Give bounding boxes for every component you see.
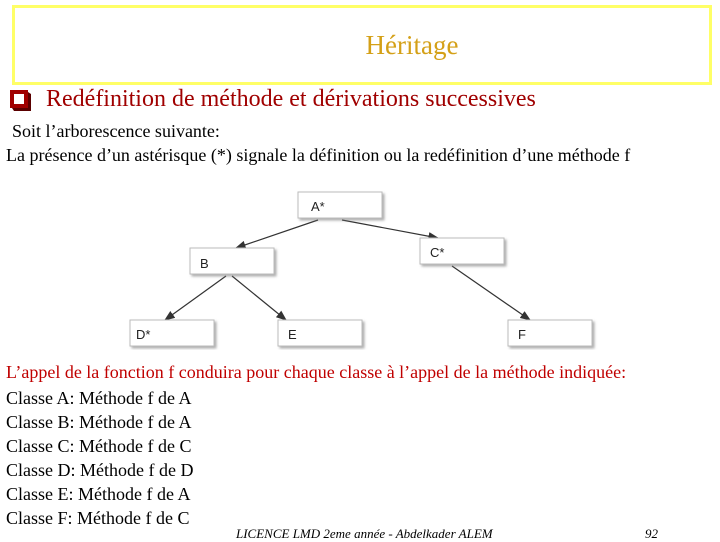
edge-b-d — [165, 276, 226, 320]
tree-node-c — [420, 238, 504, 264]
edge-b-e — [232, 276, 286, 320]
slide-title: Héritage — [365, 29, 459, 60]
tree-node-e — [278, 320, 362, 346]
intro-line-1: Soit l’arborescence suivante: — [12, 121, 220, 141]
result-item: Classe E: Méthode f de A — [6, 484, 191, 504]
result-item: Classe D: Méthode f de D — [6, 460, 194, 480]
edge-c-f — [452, 266, 530, 320]
result-item: Classe C: Méthode f de C — [6, 436, 192, 456]
node-label-b: B — [200, 256, 209, 271]
intro-line-2: La présence d’un astérisque (*) signale la définition ou la redéfinition d’une méthode f — [6, 145, 631, 165]
result-header: L’appel de la fonction f conduira pour chaque classe à l’appel de la méthode indiquée: — [6, 362, 627, 382]
edge-a-b — [236, 220, 318, 248]
tree-node-a — [298, 192, 382, 218]
checkbox-square-icon — [8, 88, 32, 112]
edge-a-c — [342, 220, 438, 238]
node-label-d: D* — [136, 327, 151, 342]
title-box — [12, 5, 712, 85]
result-item: Classe B: Méthode f de A — [6, 412, 192, 432]
tree-node-b — [190, 248, 274, 274]
result-item: Classe A: Méthode f de A — [6, 388, 192, 408]
footer-page-number: 92 — [645, 526, 658, 541]
footer-course: LICENCE LMD 2eme année - Abdelkader ALEM — [236, 526, 493, 541]
bullet-text: Redéfinition de méthode et dérivations successives — [46, 86, 536, 112]
tree-node-d — [130, 320, 214, 346]
node-label-e: E — [288, 327, 297, 342]
result-list — [6, 386, 193, 530]
node-label-a: A* — [311, 199, 325, 214]
node-label-c: C* — [430, 245, 445, 260]
bullet-line — [8, 86, 536, 113]
class-tree-diagram — [0, 180, 720, 350]
node-label-f: F — [518, 327, 526, 342]
result-item: Classe F: Méthode f de C — [6, 508, 190, 528]
tree-node-f — [508, 320, 592, 346]
